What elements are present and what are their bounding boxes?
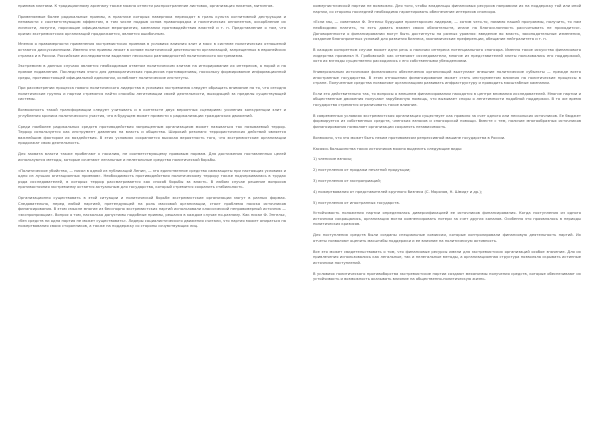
paragraph: В условиях политического противоборства экстремистские партии создают механизмы получения средств, которые обеспечивают их устойчивость и возможность оказывать влияние на общественно-политическую жизнь. xyxy=(313,271,581,282)
paragraph: приемов элитами. К традиционному арсеналу также можно отнести распространение листовок, организация пикетов, митингов. xyxy=(18,4,274,8)
paragraph: Мнения о правомерности применения экстремистских приемов в условиях влияния элит и масс в системе политических отношений остаются дискуссионными. Именно эти приемы лежат в основе политической деятельности организаций, запрещенных в европейских странах и в России. Российские исследователи выделяют несколько разновидностей политического экстремизма. xyxy=(18,42,286,58)
paragraph: Устойчивость положения партии определялась диверсификацией ее источников финансирования. Когда поступления из одного источника сокращались, организация могла компенсировать потери за счет других каналов. Особенно это проявлялось в периоды политических кризисов. xyxy=(313,211,581,227)
paragraph: В каждом конкретном случае может идти речь о наличии интереса потенциального спонсора. Именно такое искусство финансового лидерства проявлял Н. Грабовский: как отмечают исследователи, многие из представителей элиты пользовались его поддержкой, хотя их взгляды существенно расходились с его собственными убеждениями. xyxy=(313,47,581,64)
paragraph: Если это действительно так, то вопросы о внешнем финансировании находятся в центре внимания исследователей. Многие партии и общественные движения получают зарубежную помощь, что вызывает споры о легитимности подобной поддержки. В то же время государства стремятся ограничивать такое влияние. xyxy=(313,91,581,108)
list-item: 4) пожертвования от представителей крупного бизнеса (С. Морозов, Н. Шмидт и др.); xyxy=(313,189,483,194)
paragraph: Универсальным источником финансового обеспечения организаций выступают внешние политические субъекты — прежде всего иностранные государства. В этом отношении финансирование может стать инструментом влияния на политические процессы в стране. Полученные средства позволяют организациям развивать инфраструктуру и проводить масштабные кампании. xyxy=(313,69,581,86)
paragraph: Применяемые более радикальные приемы, в практике которых наверняка переходят в грань культа когнитивной деструкции и ненависти с соответствующим эффектом, в том числе подрыв основ правопорядка и политических оппонентов, оскорбление их личности, лозунги, порочащие официальные мероприятия, кампании противодействия властей и т. п. Представление о том, что кризис экстремистских организаций продолжается, является ошибочным. xyxy=(18,14,286,36)
paragraph: «Политическое убийство, — писал в одной из публикаций Ленин, — это единственное средство самозащиты при настоящих условиях и одно из лучших агитационных приемов». Необходимость противодействия политическому террору также подчеркивалась в трудах ряда исследователей, в которых террор рассматривается как способ борьбы за власть. В любом случае решение вопросов противостояния экстремизму остается актуальным для государства, который стремится сохранить стабильность. xyxy=(18,168,286,190)
paragraph: Экстремизм в данных случаях является необходимым ответом политическим элитам на игнорирование их интересов, а порой и на прямое подавление. Последствия этого для демократических процессов противоречивы, поскольку формирование информационной среды, противостоящей официальной идеологии, ослабляет политические институты. xyxy=(18,64,286,80)
paragraph: Организационно существовать в этой ситуации и политической борьбе экстремистские организации могут в разных формах. Следовательно, перед любой партией, претендующей на роль массовой организации, стоит проблема поиска источников финансирования. В этом смысле многие из бесспорно экстремистских партий использовали классический неправомерный источник — «экспроприации». Вопрос о том, насколько допустимы подобные приемы, решался в каждом случае по-разному. Как писал Ф. Энгельс, «без средств ни одна партия не может существовать». Лидеры социалистического движения считали, что партия может опираться на пожертвования своих сторонников, а также на поддержку со стороны сочувствующих лиц. xyxy=(18,196,286,229)
paragraph: При рассмотрении процесса нового политического лидерства в условиях экстремизма следует обращать внимание на то, что сегодня политические группы и партии стремятся найти способы легитимации своей деятельности, выходящей за пределы существующей системы. xyxy=(18,86,286,102)
list-item: 3) поступления от экспроприаций; xyxy=(313,178,382,183)
paragraph: Касаясь большинства таких источников можно выделить следующие виды: xyxy=(313,146,463,151)
paragraph: Для поступления средств были созданы специальные комиссии, которые контролировали финансовую деятельность партий. Их отчеты позволяют оценить масштабы поддержки и ее влияние на политическую активность. xyxy=(313,233,581,243)
paragraph: Возможность такой трансформации следует учитывать и в контексте двух вероятных сценариев: усиления конкуренции элит и углубления кризиса политического участия, что в будущем может привести к радикализации гражданских движений. xyxy=(18,108,286,118)
paragraph: Все это может свидетельствовать о том, что финансовые ресурсы имели для экстремистских организаций особое значение. Для их привлечения использовались как легальные, так и нелегальные методы, а организационная структура позволяла скрывать истинные источники поступлений. xyxy=(313,249,581,265)
list-item: 2) поступления от продажи печатной продукции; xyxy=(313,168,411,173)
paragraph: Возможно, что это может быть неким противовесом репрессивной машине государства в России. xyxy=(313,135,506,140)
list-item: 5) поступления от иностранных государств. xyxy=(313,200,400,205)
paragraph: В современных условиях экстремистская организация существует как правило за счет одного или нескольких источников. Ее бюджет формируется из собственных средств, членских взносов и спонсорской помощи. Вместе с тем, наличие многообразных источников финансирования позволяет организации сохранять независимость. xyxy=(313,113,581,130)
paragraph: «Если мы, — советовал Ф. Энгельс будущим пролетарским лидерам, — хотим чего-то, помимо нашей программы, получить, то нам необходимо платить, то есть давать взамен своих обязательств, иначе на благосклонность рассчитывать не приходится». Договоренности о финансировании могут быть достигнуты на разных уровнях: введение во власть, законодательные изменения, создание благоприятных условий для развития бизнеса, экономические преференции, обещание нейтралитета и т. п. xyxy=(313,20,581,42)
left-column xyxy=(18,4,286,235)
list-item: 1) членские взносы; xyxy=(313,157,353,162)
paragraph: коммунистической партии не возможно. Для того, чтобы владельцы финансовых ресурсов направили их на поддержку той или иной партии, со стороны последней необходимо гарантировать обеспечение интересов спонсора. xyxy=(313,4,581,14)
right-column xyxy=(313,4,581,288)
paragraph: Для захвата власти также прибегают к насилию, не соответствующему правовым нормам. Для достижения поставленных целей используются методы, которые сочетают легальные и нелегальные средства политической борьбы. xyxy=(18,152,286,162)
paragraph: Среди наиболее радикальных средств противодействия запрещенным организациям может называться так называемый террор. Террор используется как инструмент давления на власть и общество. Широкий резонанс террористических действий является важнейшим фактором их воздействия. В этих условиях сохраняется высокая вероятность того, что экстремистские организации продолжат свою деятельность. xyxy=(18,124,286,146)
